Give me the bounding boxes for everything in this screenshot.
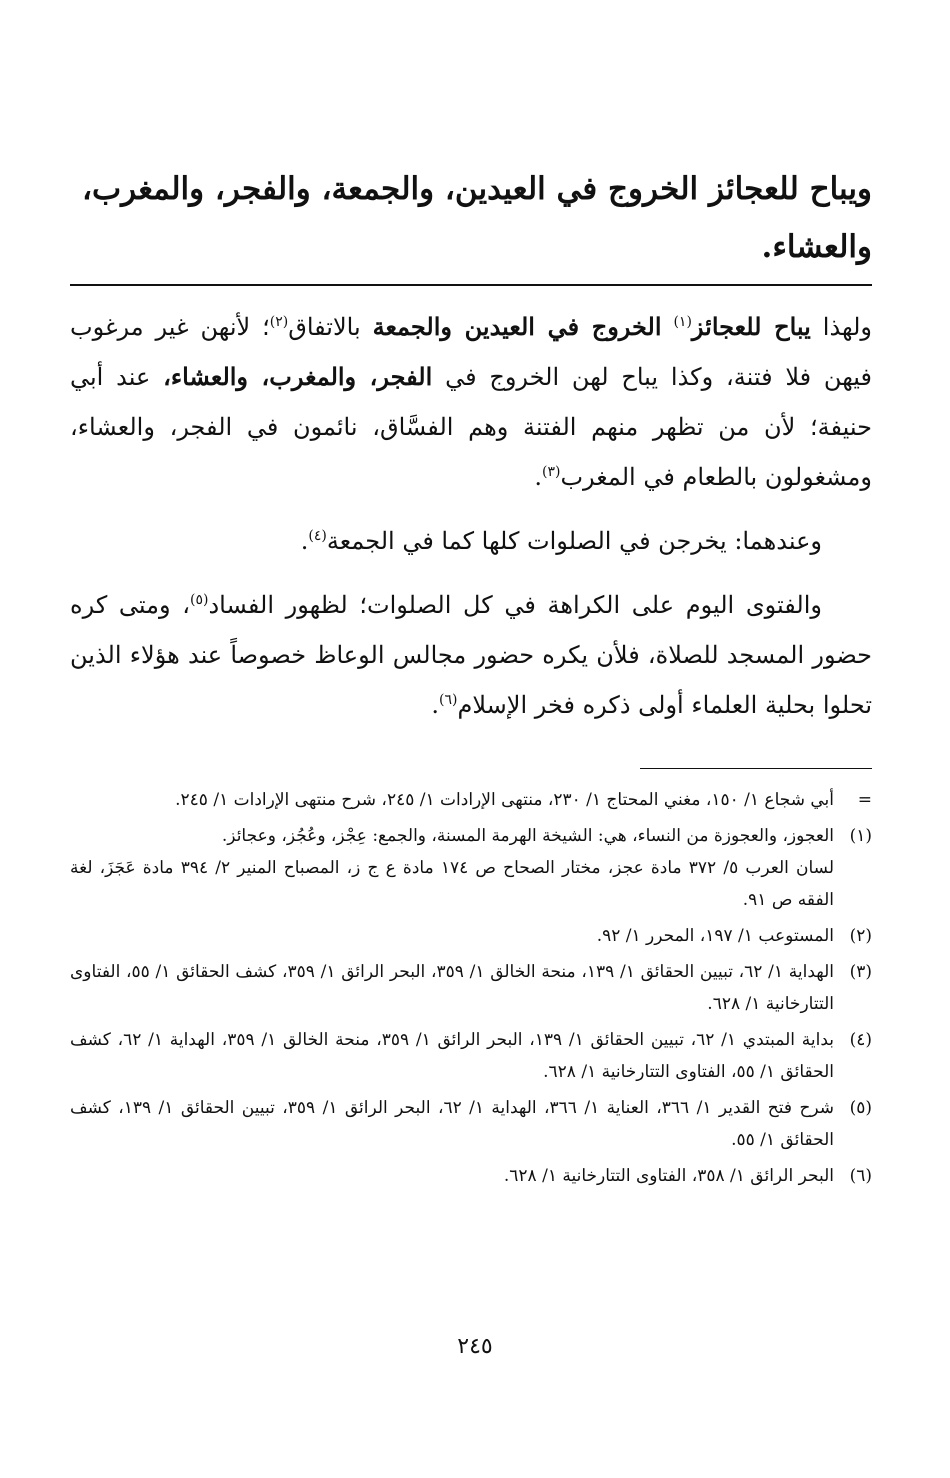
footnote-text: أبي شجاع ١/ ١٥٠، مغني المحتاج ١/ ٢٣٠، منتهى الإرادات ١/ ٢٤٥، شرح منتهى الإرادات ١/ ٢٤٥. xyxy=(175,790,834,810)
commentary-text xyxy=(70,302,872,744)
footnote-ref-5: (٥) xyxy=(190,592,209,608)
footnote-mark: = xyxy=(857,790,872,810)
commentary-paragraph-3: والفتوى اليوم على الكراهة في كل الصلوات؛ لظهور الفساد$^{(٥)}$، ومتى كره حضور المسجد للصلاة، فلأن يكره حضور مجالس الوعاظ خصوصاً عند هؤلاء الذين تحلوا بحلية العلماء أولى ذكره فخر الإسلام$^{(٦)}$. xyxy=(70,591,872,719)
footnote-mark: (٦) xyxy=(849,1166,872,1186)
footnote-continued xyxy=(70,784,872,816)
footnote-divider xyxy=(640,768,872,769)
footnote-ref-3: (٣) xyxy=(541,464,561,480)
footnotes xyxy=(70,784,872,1196)
footnote-ref-6: (٦) xyxy=(439,692,458,708)
footnote-text: البحر الرائق ١/ ٣٥٨، الفتاوى التتارخانية ١/ ٦٢٨. xyxy=(503,1166,834,1186)
footnote-mark: (٥) xyxy=(849,1098,872,1118)
footnote-mark: (١) xyxy=(849,826,872,846)
footnote-text: العجوز، والعجوزة من النساء، هي: الشيخة الهرمة المسنة، والجمع: عِجْز، وعُجُز، وعجائز. xyxy=(221,826,834,846)
footnote-text: بداية المبتدي ١/ ٦٢، تبيين الحقائق ١/ ١٣٩، البحر الرائق ١/ ٣٥٩، منحة الخالق ١/ ٣٥٩، الهداية ١/ ٦٢، كشف الحقائق ١/ ٥٥، الفتاوى التتارخانية ١/ ٦٢٨. xyxy=(70,1030,834,1082)
footnote-1 xyxy=(70,820,872,916)
footnote-text: الهداية ١/ ٦٢، تبيين الحقائق ١/ ١٣٩، منحة الخالق ١/ ٣٥٩، البحر الرائق ١/ ٣٥٩، كشف الحقائق ١/ ٥٥، الفتاوى التتارخانية ١/ ٦٢٨. xyxy=(70,962,834,1014)
footnote-6 xyxy=(70,1160,872,1192)
footnote-text: المستوعب ١/ ١٩٧، المحرر ١/ ٩٢. xyxy=(596,926,834,946)
footnote-4 xyxy=(70,1024,872,1088)
footnote-3 xyxy=(70,956,872,1020)
footnote-mark: (٤) xyxy=(849,1030,872,1050)
matn-line-1: ويباح للعجائز الخروج في العيدين، والجمعة، والفجر، والمغرب، xyxy=(81,171,872,207)
footnote-2 xyxy=(70,920,872,952)
matn-divider xyxy=(70,284,872,286)
footnote-ref-2: (٢) xyxy=(269,314,289,330)
footnote-5 xyxy=(70,1092,872,1156)
footnote-ref-4: (٤) xyxy=(308,528,327,544)
footnote-text: لسان العرب ٥/ ٣٧٢ مادة عجز، مختار الصحاح ص ١٧٤ مادة ع ج ز، المصباح المنير ٢/ ٣٩٤ مادة عَجَزَ، لغة الفقه ص ٩١. xyxy=(70,858,835,910)
footnote-ref-1: (١) xyxy=(673,314,692,330)
footnote-mark: (٢) xyxy=(849,926,872,946)
commentary-paragraph-2: وعندهما: يخرجن في الصلوات كلها كما في الجمعة$^{(٤)}$. xyxy=(300,527,822,555)
matn-text xyxy=(72,160,872,276)
matn-line-2: والعشاء. xyxy=(761,229,872,265)
commentary-paragraph-1: ولهذا يباح للعجائز$^{(١)}$ الخروج في العيدين والجمعة بالاتفاق$^{(٢)}$؛ لأنهن غير مرغوب فيهن فلا فتنة، وكذا يباح لهن الخروج في الفجر، والمغرب، والعشاء، عند أبي حنيفة؛ لأن من تظهر منهم الفتنة وهم الفسَّاق، نائمون في الفجر، والعشاء، ومشغولون بالطعام في المغرب$^{(٣)}$. xyxy=(70,312,873,491)
page-number: ٢٤٥ xyxy=(457,1334,493,1359)
footnote-mark: (٣) xyxy=(849,962,872,982)
footnote-text: شرح فتح القدير ١/ ٣٦٦، العناية ١/ ٣٦٦، الهداية ١/ ٦٢، البحر الرائق ١/ ٣٥٩، تبيين الحقائق ١/ ١٣٩، كشف الحقائق ١/ ٥٥. xyxy=(70,1098,835,1150)
